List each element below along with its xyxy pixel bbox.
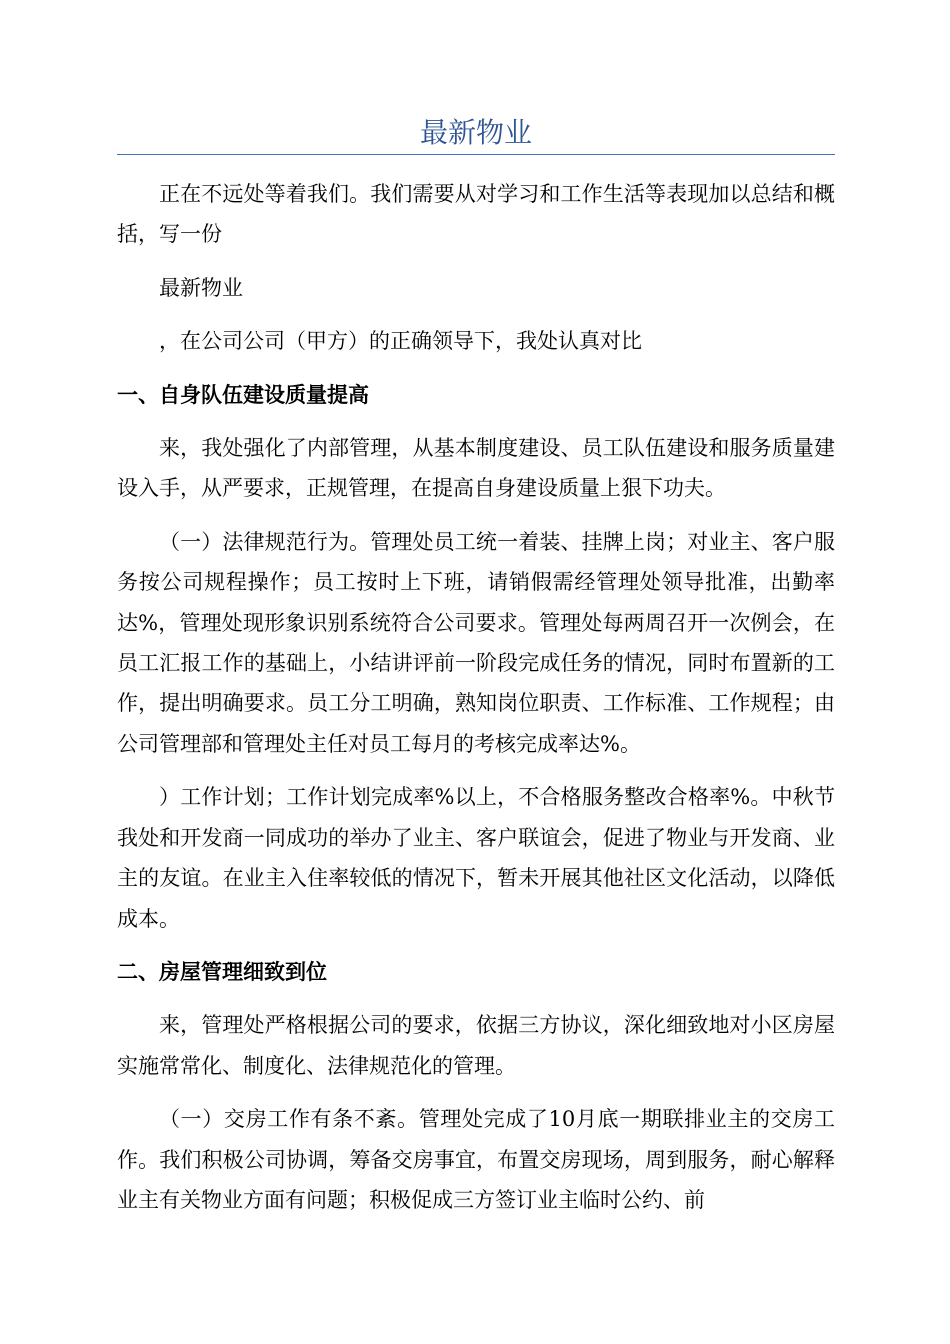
title-underline <box>117 154 835 155</box>
document-body <box>117 174 835 1220</box>
section1-paragraph-3: ）工作计划；工作计划完成率%以上，不合格服务整改合格率%。中秋节我处和开发商一同成功的举办了业主、客户联谊会，促进了物业与开发商、业主的友谊。在业主入住率较低的情况下，暂未开展其他社区文化活动，以降低成本。 <box>117 785 835 931</box>
section1-paragraph-1: 来，我处强化了内部管理，从基本制度建设、员工队伍建设和服务质量建设入手，从严要求，正规管理，在提高自身建设质量上狠下功夫。 <box>117 436 835 501</box>
document-title: 最新物业 <box>419 116 532 149</box>
section-heading-1: 一、自身队伍建设质量提高 <box>117 382 369 407</box>
subtitle-paragraph: 最新物业 <box>159 275 243 300</box>
section1-paragraph-2: （一）法律规范行为。管理处员工统一着装、挂牌上岗；对业主、客户服务按公司规程操作；员工按时上下班，请销假需经管理处领导批准，出勤率达%，管理处现形象识别系统符合公司要求。管理处每两周召开一次例会，在员工汇报工作的基础上，小结讲评前一阶段完成任务的情况，同时布置新的工作，提出明确要求。员工分工明确，熟知岗位职责、工作标准、工作规程；由公司管理部和管理处主任对员工每月的考核完成率达%。 <box>117 529 835 756</box>
section2-paragraph-1: 来，管理处严格根据公司的要求，依据三方协议，深化细致地对小区房屋实施常常化、制度化、法律规范化的管理。 <box>117 1013 835 1078</box>
lead-paragraph: ，在公司公司（甲方）的正确领导下，我处认真对比 <box>159 329 642 354</box>
section-heading-2: 二、房屋管理细致到位 <box>117 959 327 984</box>
intro-paragraph: 正在不远处等着我们。我们需要从对学习和工作生活等表现加以总结和概括，写一份 <box>117 182 835 247</box>
section2-paragraph-2: （一）交房工作有条不紊。管理处完成了10月底一期联排业主的交房工作。我们积极公司协调，筹备交房事宜，布置交房现场，周到服务，耐心解释业主有关物业方面有问题；积极促成三方签订业主临时公约、前 <box>117 1107 835 1212</box>
